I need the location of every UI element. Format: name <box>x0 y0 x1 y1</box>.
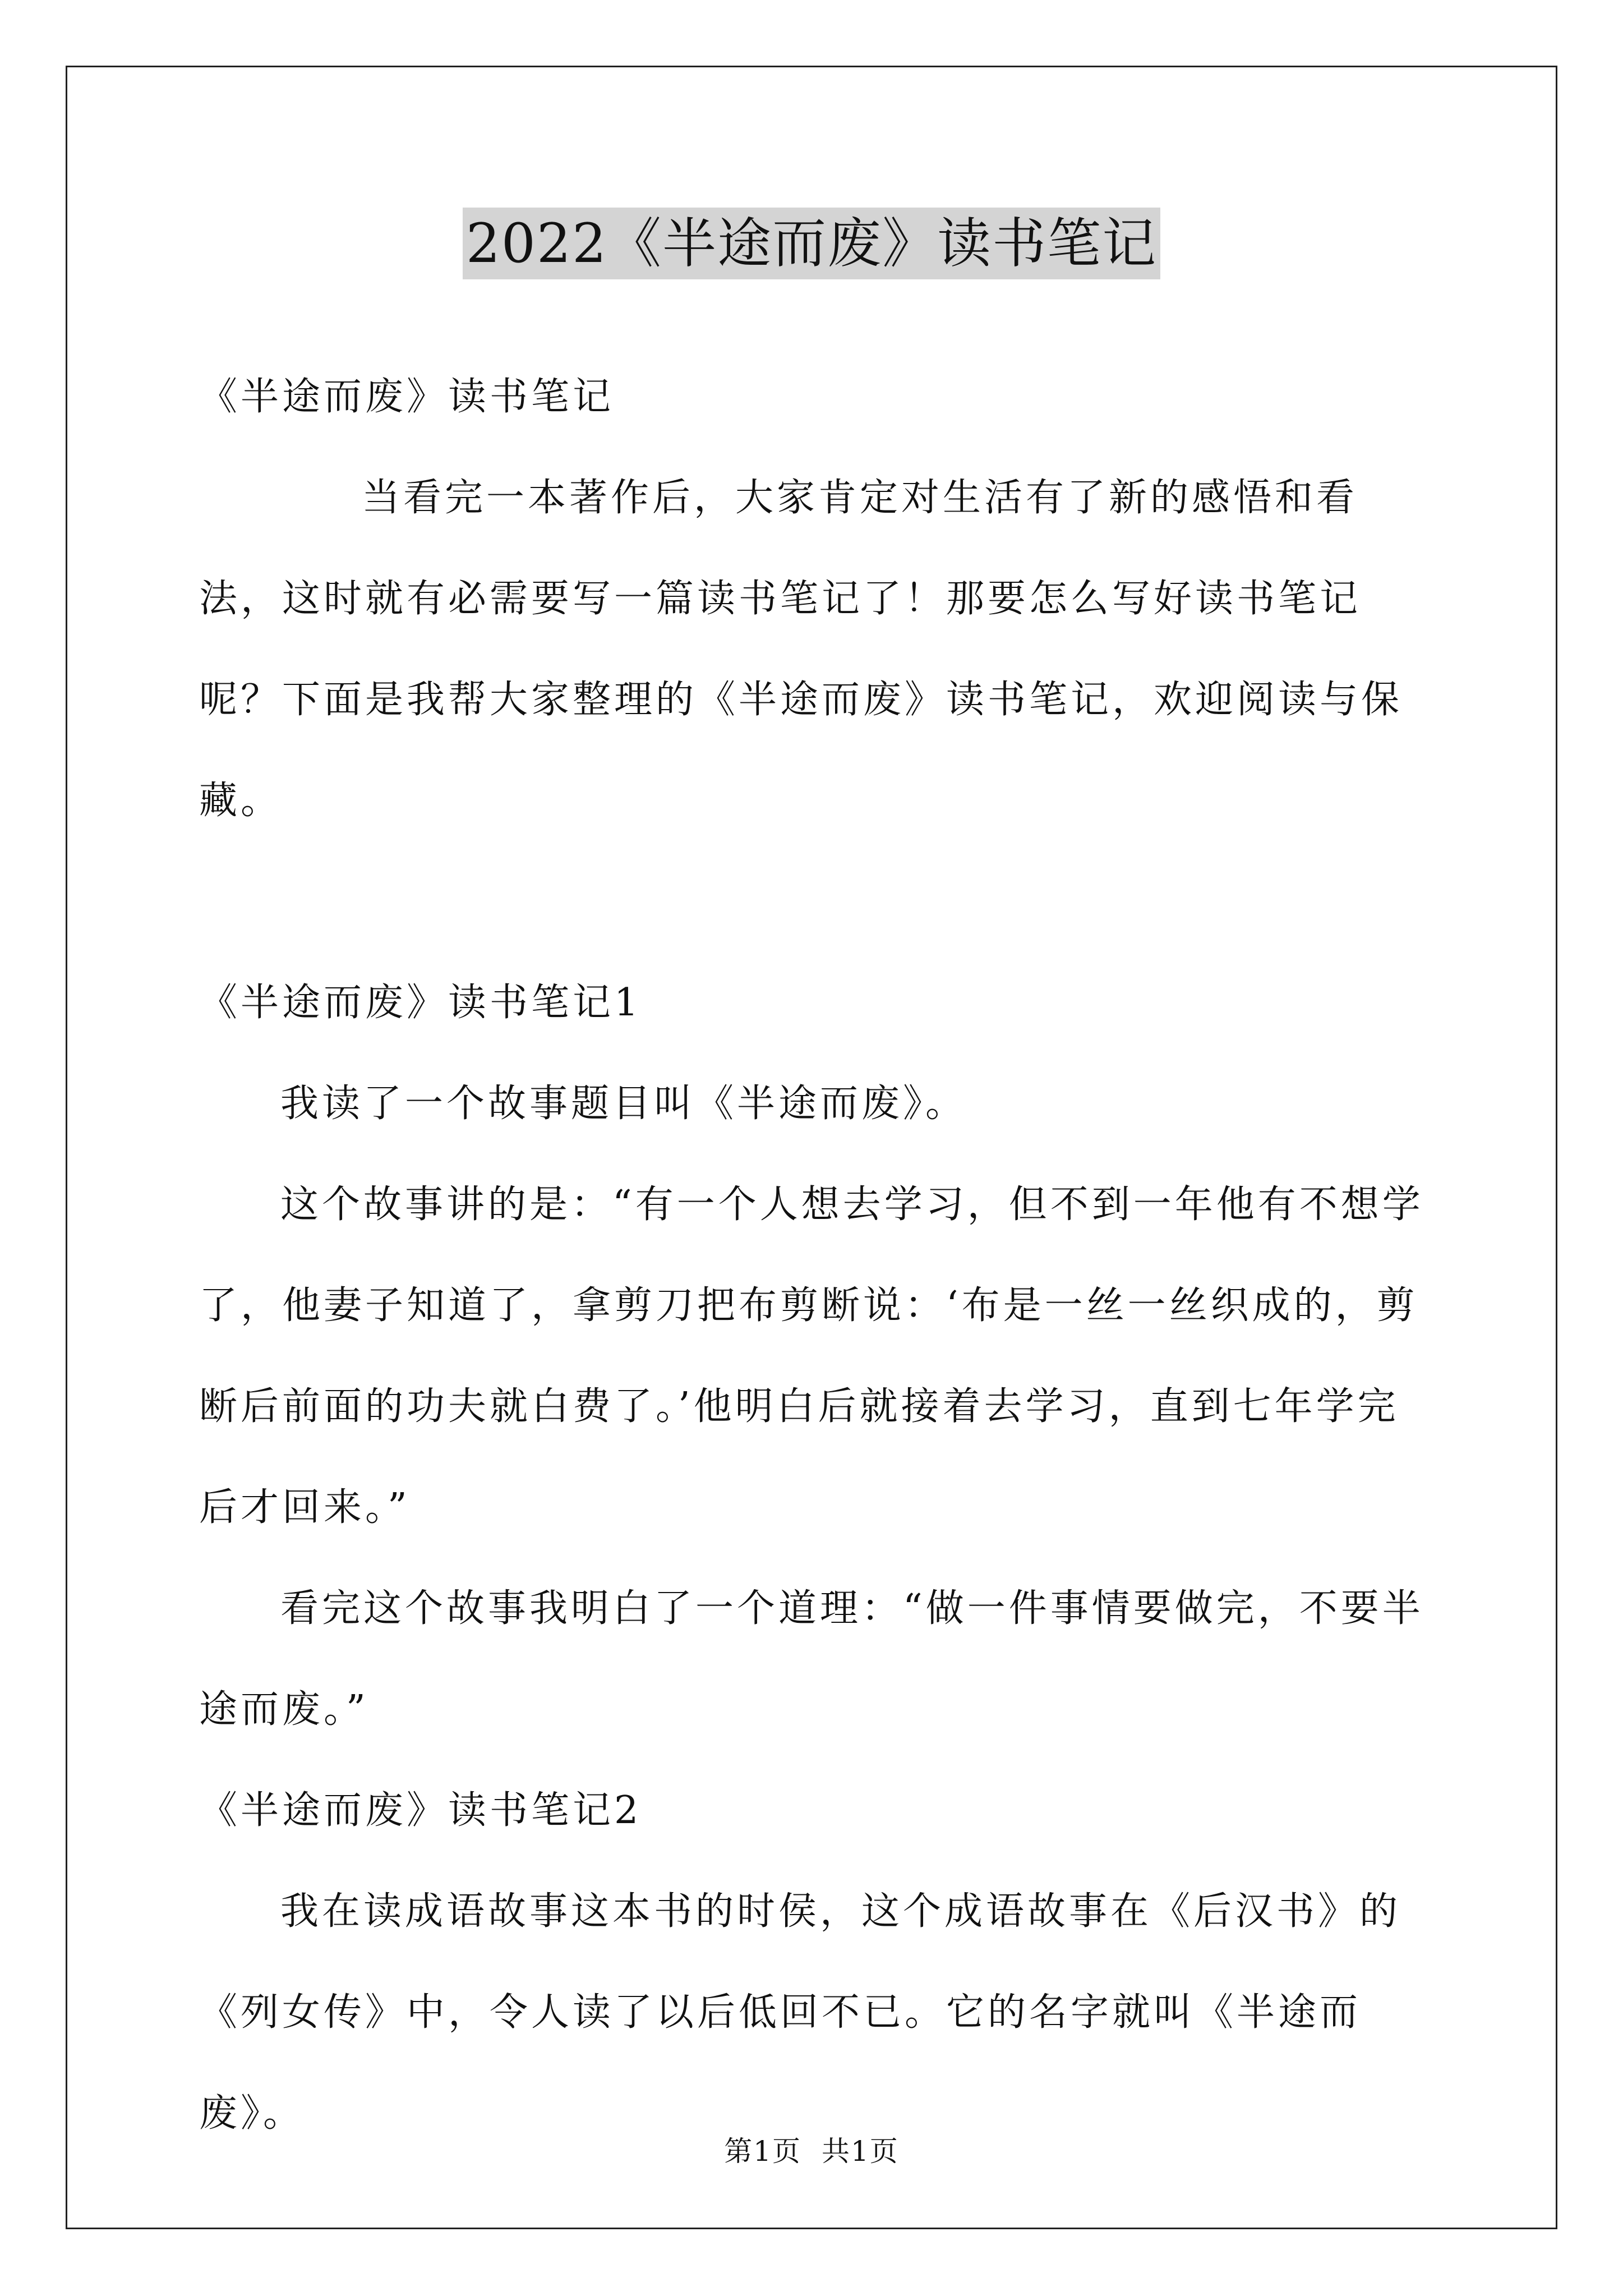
page-number-current: 第1页 <box>724 2135 801 2168</box>
section2-paragraph: 我在读成语故事这本书的时侯，这个成语故事在《后汉书》的《列女传》中，令人读了以后低回不已。它的名字就叫《半途而废》。 <box>199 1889 1401 2136</box>
title-container <box>0 208 1623 279</box>
section1-paragraph: 我读了一个故事题目叫《半途而废》。 <box>280 1082 967 1126</box>
page-number-total: 共1页 <box>822 2135 899 2168</box>
intro-heading: 《半途而废》读书笔记 <box>199 375 615 419</box>
section1-heading: 《半途而废》读书笔记1 <box>199 981 642 1025</box>
section1-paragraph: 这个故事讲的是：“有一个人想去学习，但不到一年他有不想学了，他妻子知道了，拿剪刀把布剪断说：‘布是一丝一丝织成的，剪断后前面的功夫就白费了。’他明白后就接着去学习，直到七年学完后才回来。” <box>199 1182 1424 1530</box>
page-footer <box>0 2132 1623 2171</box>
section1-paragraph: 看完这个故事我明白了一个道理：“做一件事情要做完，不要半途而废。” <box>199 1586 1424 1732</box>
document-body <box>199 347 1433 2164</box>
document-title: 2022《半途而废》读书笔记 <box>463 208 1160 279</box>
spacer <box>199 852 1433 953</box>
intro-paragraph: 当看完一本著作后，大家肯定对生活有了新的感悟和看法，这时就有必需要写一篇读书笔记了！那要怎么写好读书笔记呢？下面是我帮大家整理的《半途而废》读书笔记，欢迎阅读与保藏。 <box>199 476 1403 823</box>
section2-heading: 《半途而废》读书笔记2 <box>199 1788 642 1833</box>
